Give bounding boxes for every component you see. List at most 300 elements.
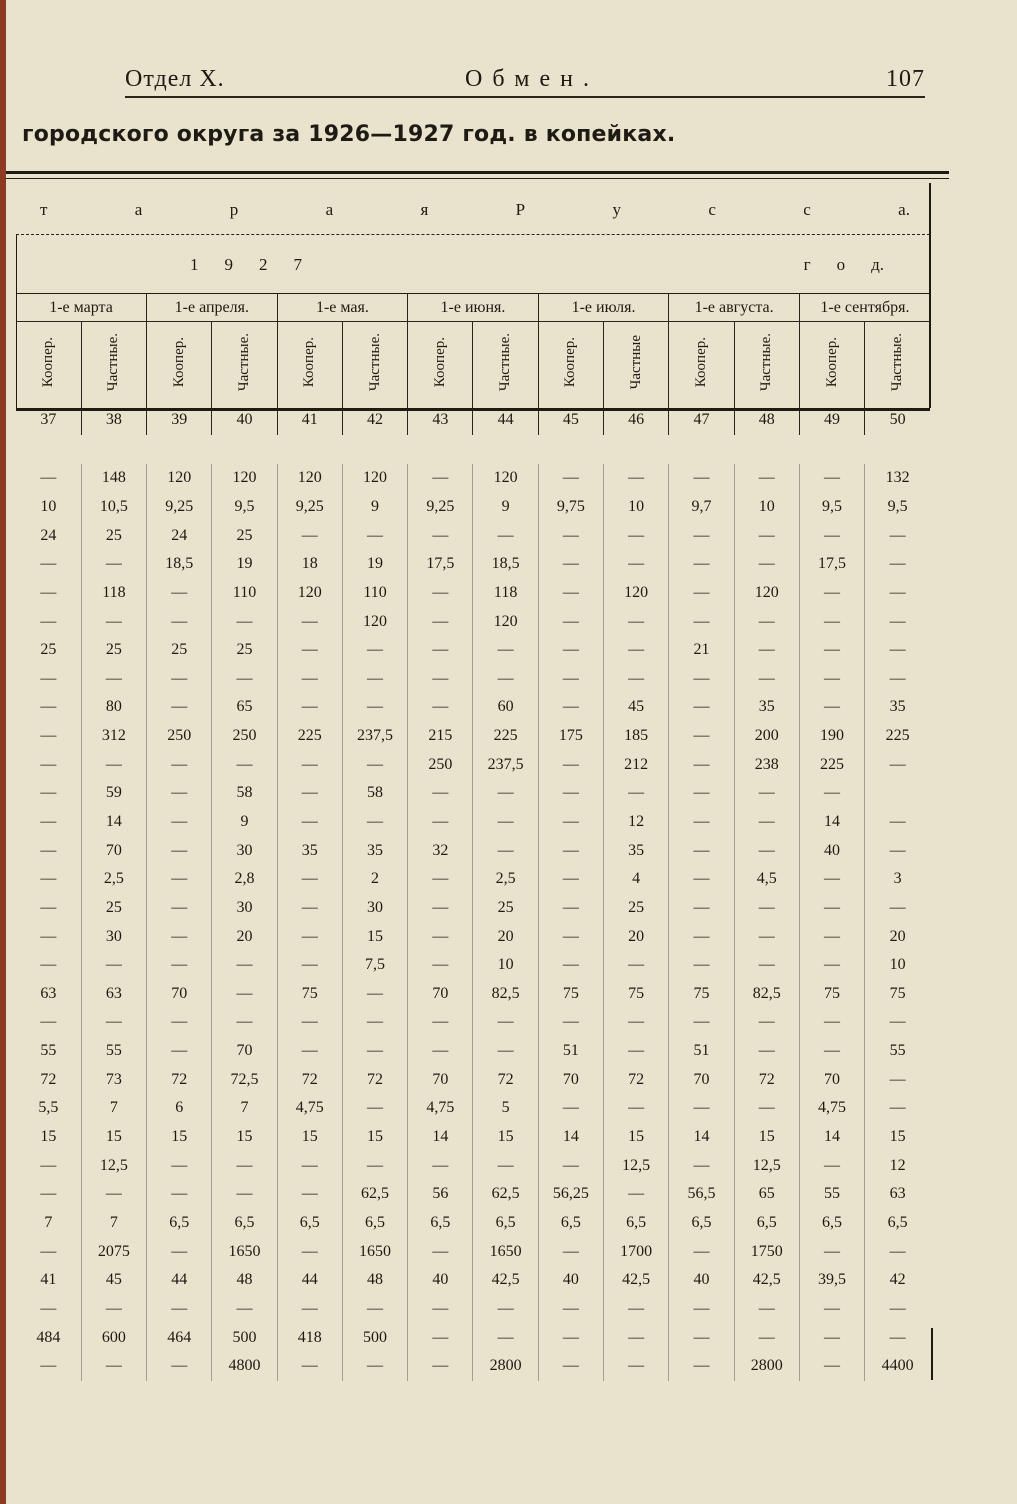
price-cell: 45 <box>81 1266 146 1295</box>
price-cell: 25 <box>81 636 146 665</box>
price-cell: 9,5 <box>799 493 864 522</box>
column-number: 48 <box>734 410 799 436</box>
price-cell: 120 <box>473 607 538 636</box>
price-cell: 42,5 <box>473 1266 538 1295</box>
table-row <box>16 1065 930 1094</box>
price-cell: — <box>81 1180 146 1209</box>
price-cell: — <box>604 521 669 550</box>
private-label: Частные <box>627 335 644 390</box>
price-cell: 15 <box>277 1123 342 1152</box>
price-cell: — <box>342 1094 407 1123</box>
price-cell: 3 <box>893 870 902 888</box>
coop-label: Коопер. <box>562 337 579 388</box>
price-cell: — <box>734 1037 799 1066</box>
price-cell: 80 <box>81 693 146 722</box>
coop-column-header <box>16 322 81 410</box>
price-cell: — <box>16 464 81 493</box>
table-row <box>16 493 930 522</box>
price-cell: 2,5 <box>473 865 538 894</box>
price-cell: — <box>147 607 212 636</box>
price-cell: 15 <box>342 1123 407 1152</box>
price-cell: 9 <box>342 493 407 522</box>
price-cell: 4 <box>604 865 669 894</box>
price-cell: 200 <box>734 722 799 751</box>
price-cell: — <box>889 641 906 659</box>
table-row <box>16 1295 930 1324</box>
price-cell: 212 <box>604 750 669 779</box>
price-cell: 24 <box>16 521 81 550</box>
price-cell: — <box>277 1295 342 1324</box>
caption-year <box>40 255 910 275</box>
price-cell: — <box>799 464 864 493</box>
price-cell: 1650 <box>473 1237 538 1266</box>
caption-year-digit: 1 <box>190 255 199 274</box>
price-cell: — <box>408 1323 473 1352</box>
caption-year-digit: 2 <box>259 255 268 274</box>
private-column-header <box>865 322 930 410</box>
price-cell: — <box>212 1151 277 1180</box>
price-cell: — <box>16 836 81 865</box>
price-cell: 237,5 <box>342 722 407 751</box>
price-cell: — <box>277 779 342 808</box>
price-cell: 14 <box>538 1123 603 1152</box>
price-cell: 7 <box>81 1094 146 1123</box>
price-cell: 9,25 <box>277 493 342 522</box>
price-cell: — <box>538 865 603 894</box>
price-cell: — <box>604 464 669 493</box>
column-number: 38 <box>81 410 146 436</box>
column-number: 41 <box>277 410 342 436</box>
price-cell: — <box>734 521 799 550</box>
price-cell: — <box>342 1295 407 1324</box>
price-cell: 55 <box>799 1180 864 1209</box>
price-cell: 2800 <box>734 1352 799 1381</box>
private-label: Частные. <box>889 333 906 392</box>
price-cell: — <box>277 1237 342 1266</box>
price-cell: — <box>734 1295 799 1324</box>
price-cell: — <box>604 1008 669 1037</box>
price-cell: — <box>342 980 407 1009</box>
price-cell: 15 <box>734 1123 799 1152</box>
price-cell: 7 <box>212 1094 277 1123</box>
price-cell: — <box>799 1037 864 1066</box>
private-column-header <box>212 322 277 410</box>
price-cell: — <box>889 669 906 687</box>
caption-letter: я <box>420 200 429 219</box>
price-cell: 30 <box>342 894 407 923</box>
price-cell: 132 <box>885 469 910 487</box>
price-cell: — <box>538 808 603 837</box>
price-cell: — <box>212 664 277 693</box>
price-cell: 72 <box>277 1065 342 1094</box>
price-cell: 55 <box>889 1042 906 1060</box>
price-cell: 82,5 <box>734 980 799 1009</box>
price-cell: — <box>799 1323 864 1352</box>
price-cell: 72 <box>604 1065 669 1094</box>
price-cell: — <box>473 1295 538 1324</box>
price-cell: — <box>669 779 734 808</box>
price-cell: 25 <box>473 894 538 923</box>
price-cell: 73 <box>81 1065 146 1094</box>
price-cell: 20 <box>212 922 277 951</box>
price-cell: — <box>147 693 212 722</box>
price-cell: — <box>408 521 473 550</box>
column-number: 39 <box>147 410 212 436</box>
price-cell: — <box>473 664 538 693</box>
price-cell: 110 <box>342 579 407 608</box>
caption-letter: а <box>325 200 334 219</box>
price-cell: 20 <box>604 922 669 951</box>
private-label: Частные. <box>366 333 383 392</box>
price-cell: — <box>889 755 906 773</box>
price-cell: 14 <box>408 1123 473 1152</box>
price-cell: 1650 <box>212 1237 277 1266</box>
price-cell: — <box>889 612 906 630</box>
price-cell: 6,5 <box>212 1209 277 1238</box>
price-cell: 32 <box>408 836 473 865</box>
price-cell: 39,5 <box>799 1266 864 1295</box>
price-cell: — <box>212 1295 277 1324</box>
private-label: Частные. <box>758 333 775 392</box>
price-cell: — <box>147 836 212 865</box>
price-cell: 70 <box>81 836 146 865</box>
price-cell: 40 <box>408 1266 473 1295</box>
price-cell: 12,5 <box>81 1151 146 1180</box>
coop-label: Коопер. <box>823 337 840 388</box>
price-cell: 75 <box>538 980 603 1009</box>
price-cell: 118 <box>81 579 146 608</box>
price-cell: 70 <box>799 1065 864 1094</box>
price-cell: — <box>799 1295 864 1324</box>
price-cell: — <box>669 693 734 722</box>
price-cell: — <box>669 664 734 693</box>
price-cell: 10 <box>734 493 799 522</box>
price-cell: — <box>277 951 342 980</box>
price-cell: — <box>889 526 906 544</box>
caption-separator <box>16 234 930 235</box>
caption-letter: а. <box>898 200 910 219</box>
price-cell: 4,75 <box>277 1094 342 1123</box>
price-cell: — <box>16 922 81 951</box>
price-cell: 175 <box>538 722 603 751</box>
price-cell: 250 <box>408 750 473 779</box>
price-cell: — <box>889 1013 906 1031</box>
price-cell: — <box>277 693 342 722</box>
price-cell: — <box>734 607 799 636</box>
price-cell: — <box>147 865 212 894</box>
price-cell: — <box>799 1151 864 1180</box>
price-cell: — <box>277 1352 342 1381</box>
price-cell: — <box>473 779 538 808</box>
price-cell: — <box>147 1180 212 1209</box>
price-cell: — <box>669 1295 734 1324</box>
price-cell: — <box>734 894 799 923</box>
price-cell: 56 <box>408 1180 473 1209</box>
private-column-header <box>81 322 146 410</box>
price-cell: 7 <box>81 1209 146 1238</box>
caption-old-russa <box>40 200 910 220</box>
price-cell: — <box>212 951 277 980</box>
price-cell: — <box>669 1151 734 1180</box>
price-cell: — <box>734 636 799 665</box>
price-cell: 35 <box>889 698 906 716</box>
price-cell: — <box>669 1352 734 1381</box>
price-cell: 60 <box>473 693 538 722</box>
price-cell: 1650 <box>342 1237 407 1266</box>
price-cell: 72 <box>473 1065 538 1094</box>
price-cell: — <box>799 664 864 693</box>
price-cell: 15 <box>473 1123 538 1152</box>
price-cell: 9,7 <box>669 493 734 522</box>
price-cell: 58 <box>342 779 407 808</box>
coop-column-header <box>147 322 212 410</box>
table-row <box>16 550 930 579</box>
price-cell: — <box>538 636 603 665</box>
price-cell: 185 <box>604 722 669 751</box>
price-cell: — <box>16 1008 81 1037</box>
price-cell: — <box>16 550 81 579</box>
price-cell: 70 <box>147 980 212 1009</box>
price-cell: — <box>799 579 864 608</box>
price-cell: 25 <box>16 636 81 665</box>
price-cell: 9,25 <box>147 493 212 522</box>
price-cell: — <box>81 750 146 779</box>
price-cell: 72 <box>734 1065 799 1094</box>
price-cell: 44 <box>277 1266 342 1295</box>
private-column-header <box>734 322 799 410</box>
price-cell: — <box>669 1008 734 1037</box>
price-cell: 120 <box>277 579 342 608</box>
price-cell: 25 <box>212 521 277 550</box>
price-cell: 18,5 <box>147 550 212 579</box>
price-cell: 6,5 <box>277 1209 342 1238</box>
price-cell: 120 <box>342 464 407 493</box>
price-cell: — <box>538 1008 603 1037</box>
price-cell: — <box>734 922 799 951</box>
table-row <box>16 865 930 894</box>
table-row <box>16 951 930 980</box>
price-cell: — <box>799 922 864 951</box>
price-cell: — <box>408 1295 473 1324</box>
price-cell: — <box>408 1352 473 1381</box>
price-cell: 9 <box>212 808 277 837</box>
price-cell: — <box>669 951 734 980</box>
price-cell: 55 <box>16 1037 81 1066</box>
price-cell: — <box>408 808 473 837</box>
price-cell: — <box>538 607 603 636</box>
price-cell: — <box>604 664 669 693</box>
table-row <box>16 521 930 550</box>
price-cell: — <box>277 808 342 837</box>
price-cell: 75 <box>889 984 906 1002</box>
price-cell: 15 <box>147 1123 212 1152</box>
price-cell: 190 <box>799 722 864 751</box>
price-cell: — <box>81 1295 146 1324</box>
price-cell: 70 <box>212 1037 277 1066</box>
price-cell: 237,5 <box>473 750 538 779</box>
price-cell: 14 <box>81 808 146 837</box>
caption-year-digit: 9 <box>224 255 233 274</box>
price-cell: — <box>734 1323 799 1352</box>
price-cell: 24 <box>147 521 212 550</box>
price-cell: 148 <box>81 464 146 493</box>
price-cell: 9,5 <box>887 497 908 515</box>
price-cell: 18 <box>277 550 342 579</box>
column-number: 45 <box>538 410 603 436</box>
price-cell: 2,8 <box>212 865 277 894</box>
price-cell: — <box>147 664 212 693</box>
price-cell: — <box>408 579 473 608</box>
price-cell: — <box>277 750 342 779</box>
price-cell: — <box>473 1008 538 1037</box>
price-cell: 21 <box>669 636 734 665</box>
private-label: Частные. <box>105 333 122 392</box>
table-row <box>16 636 930 665</box>
price-cell: 15 <box>81 1123 146 1152</box>
price-cell: — <box>889 813 906 830</box>
price-cell: 65 <box>734 1180 799 1209</box>
price-cell: — <box>669 808 734 837</box>
price-cell: — <box>799 636 864 665</box>
price-cell: — <box>16 750 81 779</box>
caption-letter: р <box>229 200 239 219</box>
price-cell: 110 <box>212 579 277 608</box>
price-cell: — <box>889 555 906 573</box>
table-row <box>16 722 930 751</box>
price-cell: 42 <box>889 1271 906 1289</box>
price-cell: 600 <box>81 1323 146 1352</box>
price-cell: — <box>734 951 799 980</box>
price-cell: — <box>669 607 734 636</box>
price-cell: — <box>147 951 212 980</box>
price-cell: 10 <box>16 493 81 522</box>
price-cell: 5,5 <box>16 1094 81 1123</box>
price-cell: — <box>538 693 603 722</box>
price-cell: 6,5 <box>147 1209 212 1238</box>
caption-year-word-letter: д. <box>871 255 884 274</box>
price-cell: — <box>799 1237 864 1266</box>
price-cell: 7,5 <box>342 951 407 980</box>
month-header: 1-е сентября. <box>799 294 930 322</box>
price-cell: — <box>147 922 212 951</box>
price-cell: 40 <box>669 1266 734 1295</box>
price-cell: 215 <box>408 722 473 751</box>
price-cell <box>865 779 930 808</box>
price-cell: — <box>342 1008 407 1037</box>
running-head: Обмен. <box>465 66 599 92</box>
price-cell: — <box>277 1037 342 1066</box>
price-cell: 500 <box>212 1323 277 1352</box>
price-cell: — <box>16 722 81 751</box>
price-cell: 12 <box>889 1156 906 1174</box>
coop-label: Коопер. <box>39 337 56 388</box>
price-cell: 9,25 <box>408 493 473 522</box>
price-cell: 75 <box>604 980 669 1009</box>
price-cell: — <box>604 1180 669 1209</box>
column-number: 49 <box>799 410 864 436</box>
price-cell: — <box>342 636 407 665</box>
price-cell: 30 <box>81 922 146 951</box>
price-cell: — <box>16 779 81 808</box>
price-cell: 25 <box>81 894 146 923</box>
price-cell: 2 <box>342 865 407 894</box>
top-rule <box>6 171 949 174</box>
price-cell: — <box>342 664 407 693</box>
price-cell: — <box>799 1352 864 1381</box>
price-cell: — <box>16 1237 81 1266</box>
price-cell: — <box>604 1094 669 1123</box>
price-cell: 4800 <box>212 1352 277 1381</box>
price-cell: 250 <box>212 722 277 751</box>
price-cell: — <box>408 951 473 980</box>
section-label: Отдел X. <box>125 66 225 92</box>
price-cell: — <box>669 1237 734 1266</box>
price-cell: 25 <box>81 521 146 550</box>
coop-label: Коопер. <box>692 337 709 388</box>
column-header-table <box>16 294 930 435</box>
price-cell: 55 <box>81 1037 146 1066</box>
price-cell: 63 <box>16 980 81 1009</box>
price-cell: 484 <box>16 1323 81 1352</box>
price-cell: — <box>277 664 342 693</box>
price-cell: — <box>147 1008 212 1037</box>
price-cell: — <box>669 464 734 493</box>
price-cell: — <box>604 779 669 808</box>
price-cell: 17,5 <box>799 550 864 579</box>
price-cell: — <box>799 894 864 923</box>
price-cell: — <box>669 836 734 865</box>
price-cell: — <box>538 1237 603 1266</box>
price-cell: — <box>538 664 603 693</box>
price-cell: — <box>538 1352 603 1381</box>
price-cell: — <box>277 607 342 636</box>
price-cell: 4400 <box>881 1357 914 1375</box>
price-cell: — <box>342 1037 407 1066</box>
page-number: 107 <box>886 66 925 92</box>
price-cell: 12,5 <box>734 1151 799 1180</box>
price-cell: 9 <box>473 493 538 522</box>
price-cell: — <box>147 1151 212 1180</box>
price-cell: — <box>81 951 146 980</box>
private-label: Частные. <box>497 333 514 392</box>
price-cell: 6,5 <box>887 1213 908 1231</box>
price-cell: — <box>408 664 473 693</box>
price-cell: 40 <box>799 836 864 865</box>
price-cell: 7 <box>16 1209 81 1238</box>
table-row <box>16 980 930 1009</box>
table-title: городского округа за 1926—1927 год. в копейках. <box>22 122 676 147</box>
price-cell: — <box>538 951 603 980</box>
price-cell: — <box>669 1323 734 1352</box>
table-row <box>16 1037 930 1066</box>
price-cell: — <box>889 1299 906 1317</box>
price-cell: — <box>538 521 603 550</box>
price-cell: 56,5 <box>669 1180 734 1209</box>
price-cell: 15 <box>212 1123 277 1152</box>
price-cell: 120 <box>147 464 212 493</box>
price-cell: — <box>799 521 864 550</box>
table-row <box>16 1237 930 1266</box>
column-number: 40 <box>212 410 277 436</box>
price-cell: — <box>342 808 407 837</box>
table-row <box>16 1266 930 1295</box>
price-cell: 42,5 <box>604 1266 669 1295</box>
price-cell: 35 <box>734 693 799 722</box>
bottom-right-rule <box>931 1328 933 1380</box>
table-row <box>16 1323 930 1352</box>
price-cell: — <box>734 464 799 493</box>
price-cell: — <box>408 1037 473 1066</box>
